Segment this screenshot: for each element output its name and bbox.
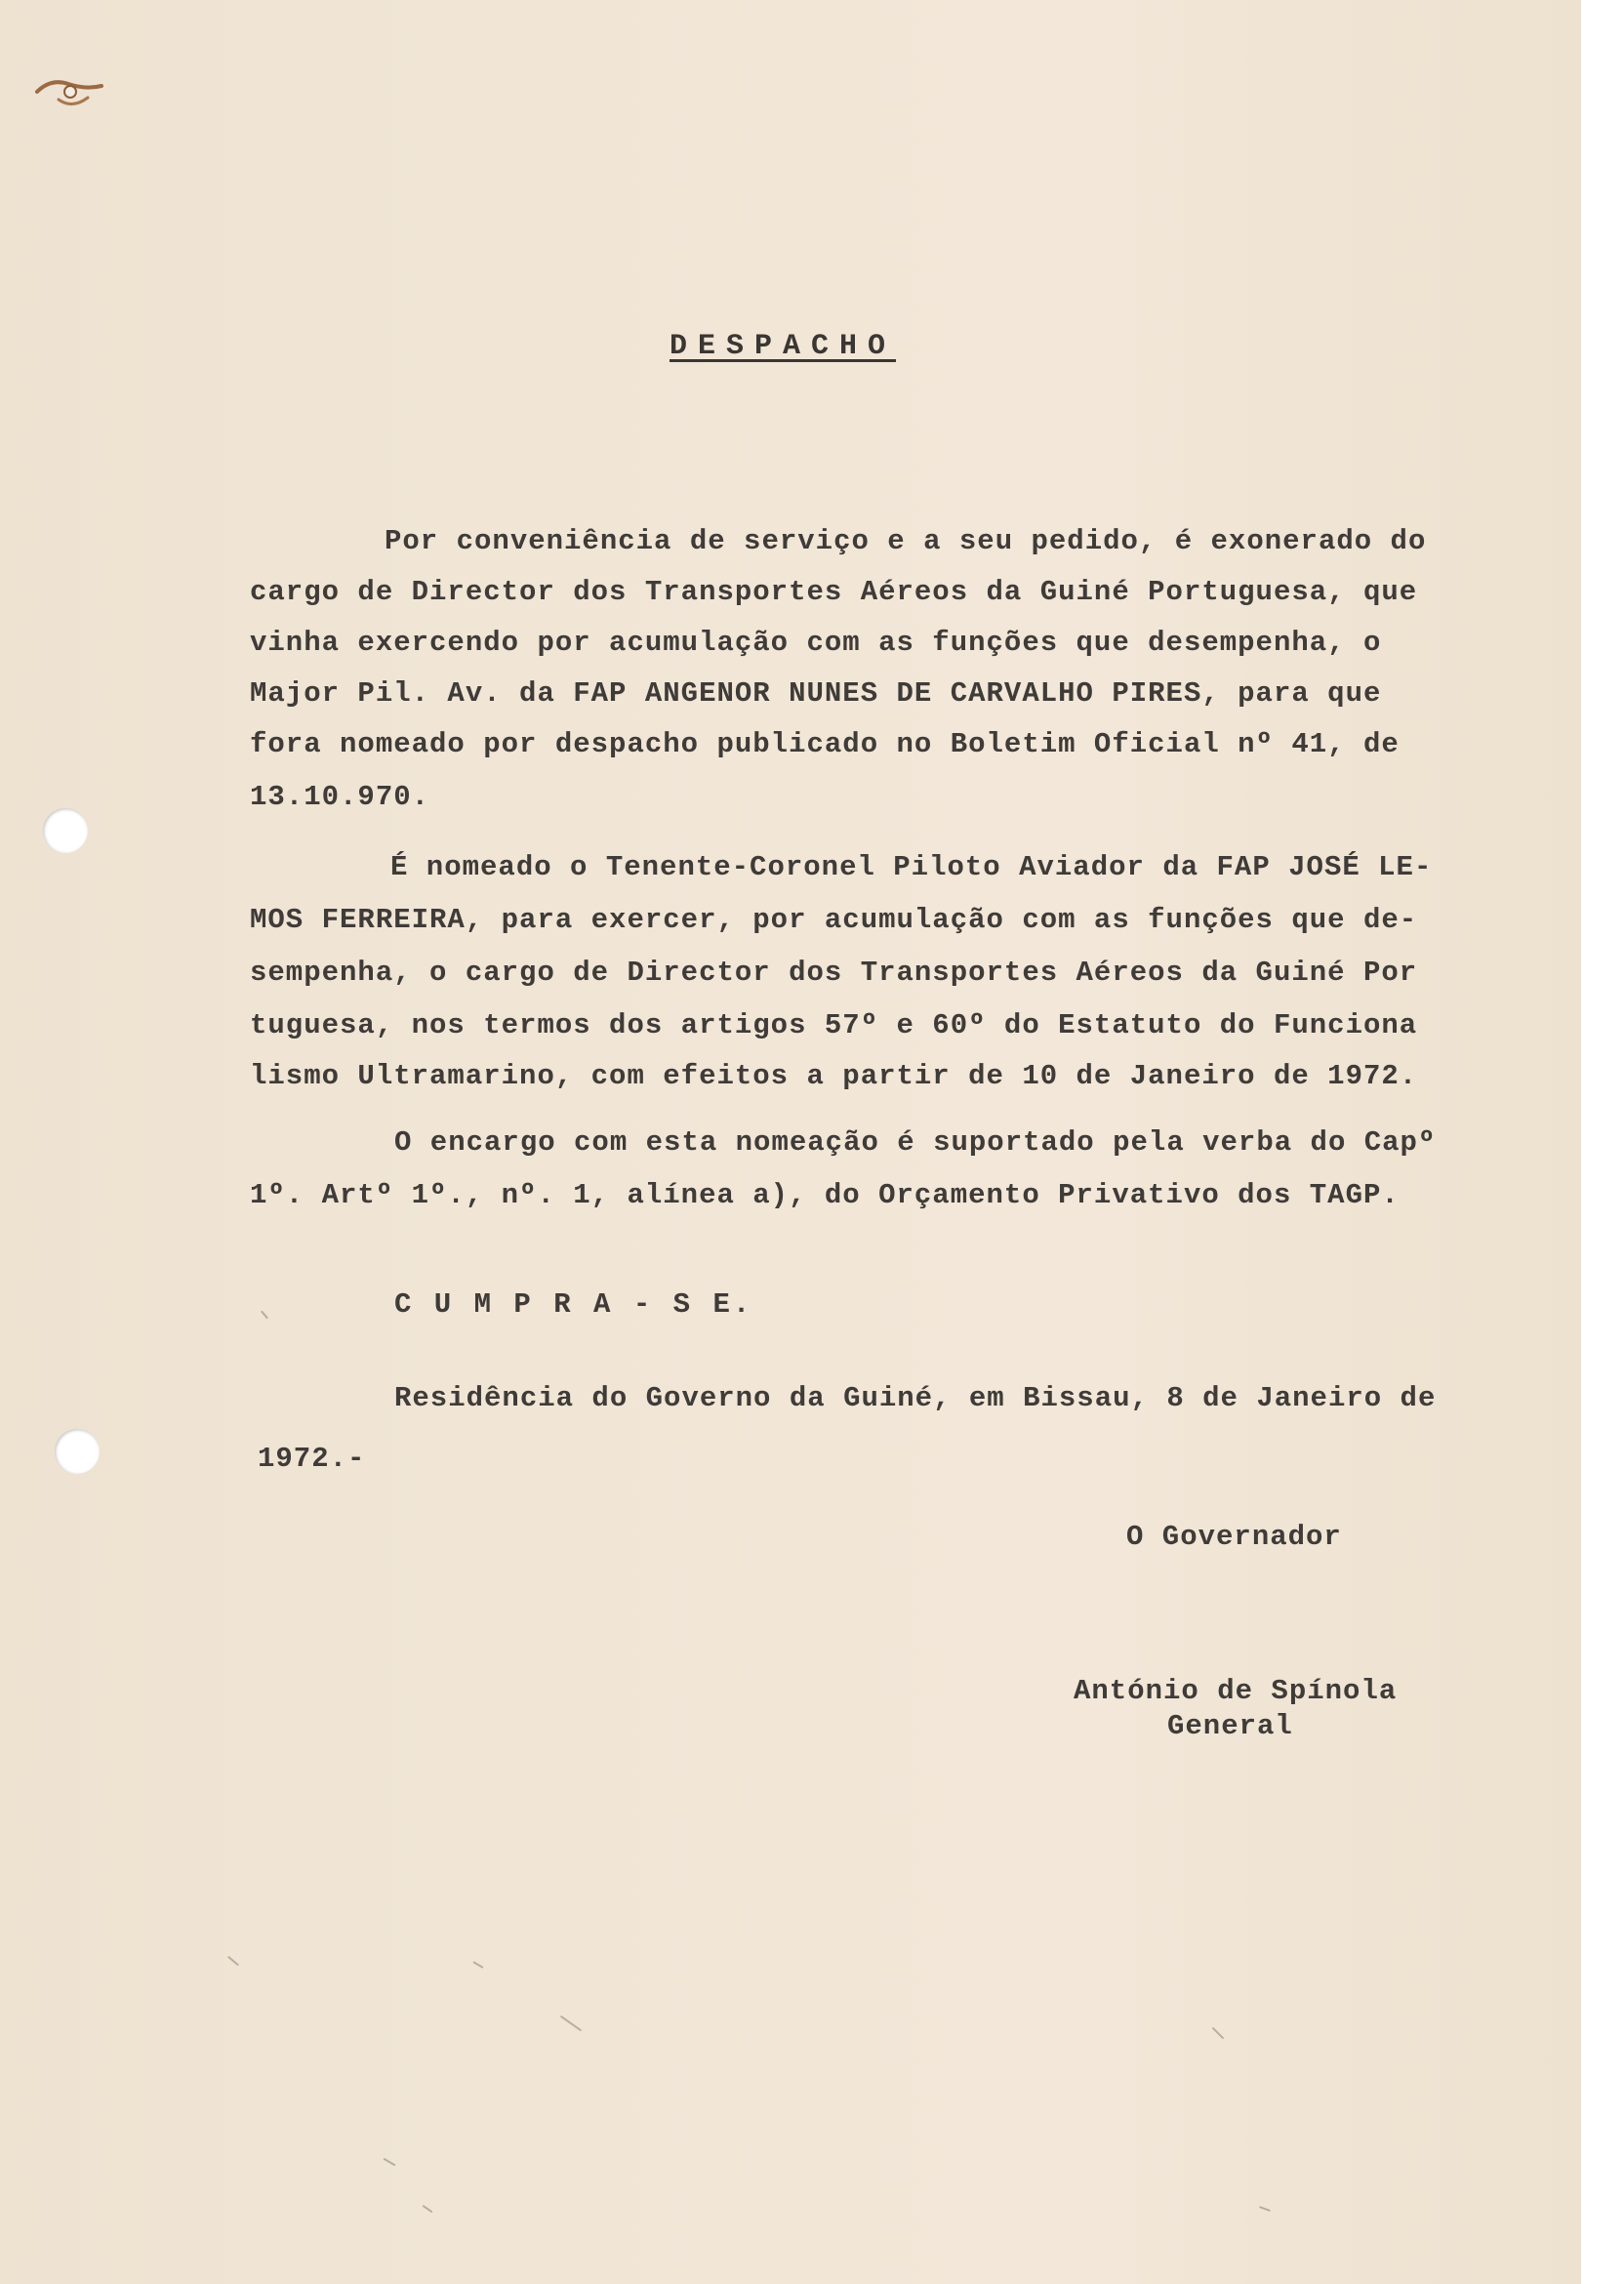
paper-speck xyxy=(423,2205,433,2214)
staple-icon xyxy=(29,70,117,119)
paragraph-2-line-3: sempenha, o cargo de Director dos Transportes Aéreos da Guiné Por xyxy=(250,957,1418,989)
paragraph-3-line-2: 1º. Artº 1º., nº. 1, alínea a), do Orçamento Privativo dos TAGP. xyxy=(250,1179,1400,1211)
paragraph-1-line-6: 13.10.970. xyxy=(250,781,430,813)
paragraph-2-line-2: MOS FERREIRA, para exercer, por acumulação com as funções que de- xyxy=(250,904,1418,936)
paper-speck xyxy=(227,1956,239,1967)
paper-speck xyxy=(261,1311,268,1320)
paper-speck xyxy=(1259,2206,1271,2212)
paper-speck xyxy=(383,2158,395,2167)
paragraph-1-line-4: Major Pil. Av. da FAP ANGENOR NUNES DE CARVALHO PIRES, para que xyxy=(250,677,1382,710)
paper-speck xyxy=(1212,2027,1225,2040)
paragraph-1-line-5: fora nomeado por despacho publicado no Boletim Oficial nº 41, de xyxy=(250,728,1400,760)
paragraph-2-line-1: É nomeado o Tenente-Coronel Piloto Aviador da FAP JOSÉ LE- xyxy=(390,851,1433,883)
paragraph-1-line-1: Por conveniência de serviço e a seu pedido, é exonerado do xyxy=(385,525,1427,557)
punch-hole-top xyxy=(43,808,88,853)
paragraph-1-line-3: vinha exercendo por acumulação com as funções que desempenha, o xyxy=(250,627,1382,659)
paper-speck xyxy=(472,1961,483,1969)
place-date-line-2: 1972.- xyxy=(258,1443,366,1475)
paragraph-1-line-2: cargo de Director dos Transportes Aéreos da Guiné Portuguesa, que xyxy=(250,576,1418,608)
place-date-line-1: Residência do Governo da Guiné, em Bissau, 8 de Janeiro de xyxy=(394,1382,1437,1414)
document-heading: DESPACHO xyxy=(670,330,897,363)
paragraph-3-line-1: O encargo com esta nomeação é suportado pela verba do Capº xyxy=(394,1126,1437,1159)
command-cumpra-se: C U M P R A - S E. xyxy=(394,1288,753,1321)
signatory-name: António de Spínola xyxy=(1074,1675,1398,1707)
punch-hole-bottom xyxy=(55,1429,100,1474)
scan-margin xyxy=(1581,0,1624,2284)
paragraph-2-line-4: tuguesa, nos termos dos artigos 57º e 60º do Estatuto do Funciona xyxy=(250,1009,1418,1041)
paper-speck xyxy=(560,2016,582,2032)
signature-title: O Governador xyxy=(1126,1521,1342,1553)
signatory-rank: General xyxy=(1167,1710,1293,1742)
paragraph-2-line-5: lismo Ultramarino, com efeitos a partir de 10 de Janeiro de 1972. xyxy=(250,1060,1418,1092)
